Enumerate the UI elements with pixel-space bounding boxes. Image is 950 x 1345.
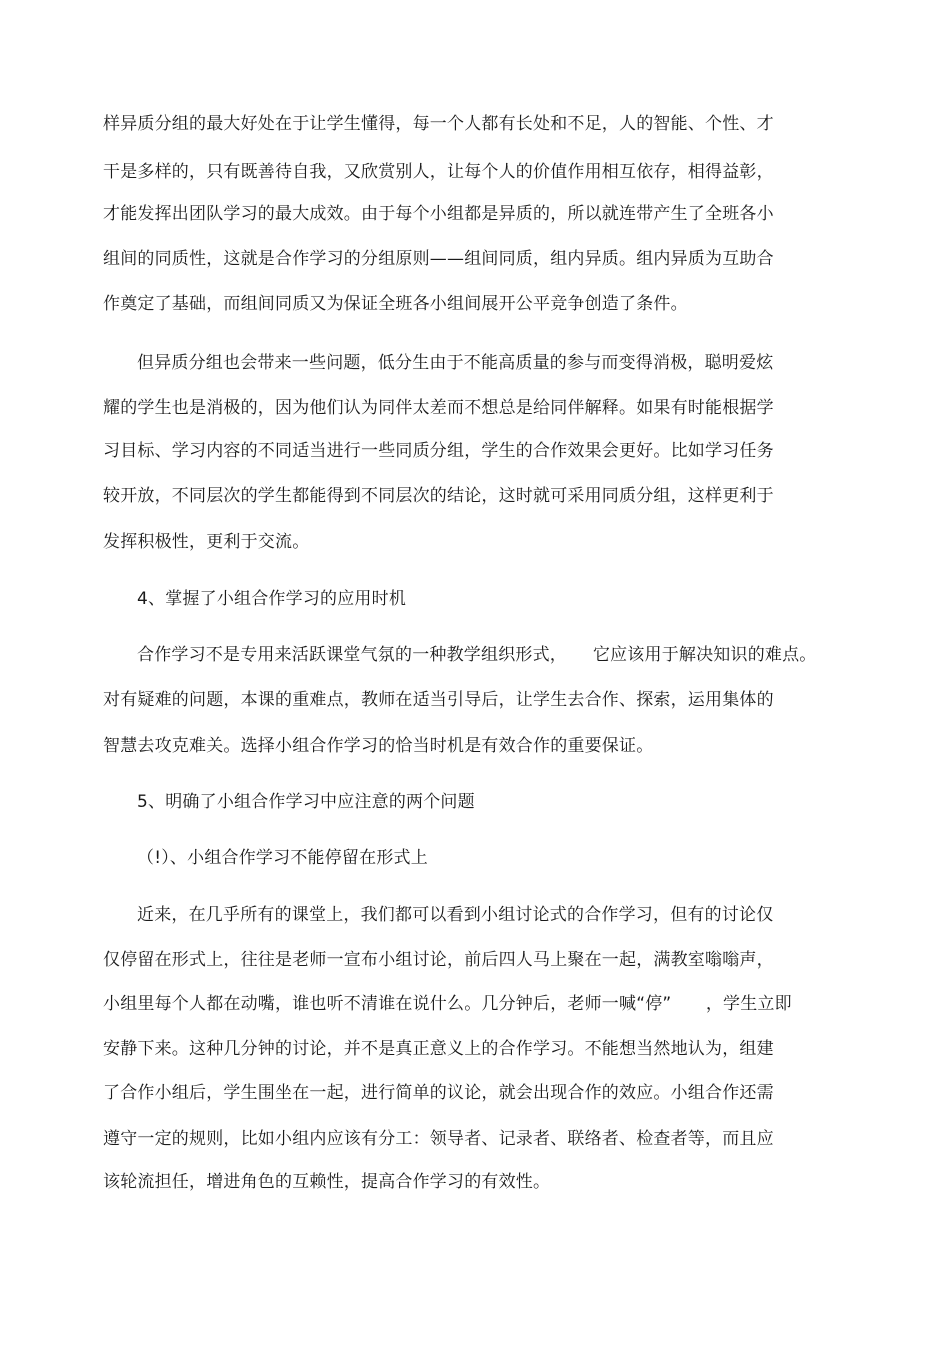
paragraph-1-line-4: 组间的同质性，这就是合作学习的分组原则——组间同质，组内异质。组内异质为互助合 <box>103 249 774 269</box>
paragraph-4-line-4: 安静下来。这种几分钟的讨论，并不是真正意义上的合作学习。不能想当然地认为，组建 <box>103 1039 774 1059</box>
paragraph-1-line-5: 作奠定了基础，而组间同质又为保证全班各小组间展开公平竞争创造了条件。 <box>103 294 688 314</box>
paragraph-4-line-7: 该轮流担任，增进角色的互赖性，提高合作学习的有效性。 <box>103 1172 551 1192</box>
paragraph-2-line-3: 习目标、学习内容的不同适当进行一些同质分组，学生的合作效果会更好。比如学习任务 <box>103 441 774 461</box>
paragraph-1-line-1: 样异质分组的最大好处在于让学生懂得，每一个人都有长处和不足，人的智能、个性、才 <box>103 114 774 134</box>
paragraph-1-line-2: 干是多样的，只有既善待自我，又欣赏别人，让每个人的价值作用相互依存，相得益彰， <box>103 162 774 182</box>
subsection-heading-1: （!）、小组合作学习不能停留在形式上 <box>137 848 428 868</box>
paragraph-4-line-3: 小组里每个人都在动嘴，谁也听不清谁在说什么。几分钟后，老师一喊“停” ，学生立即 <box>103 994 792 1014</box>
paragraph-3-line-3: 智慧去攻克难关。选择小组合作学习的恰当时机是有效合作的重要保证。 <box>103 736 654 756</box>
paragraph-3-line-2: 对有疑难的问题，本课的重难点，教师在适当引导后，让学生去合作、探索，运用集体的 <box>103 690 774 710</box>
paragraph-2-line-4: 较开放，不同层次的学生都能得到不同层次的结论，这时就可采用同质分组，这样更利于 <box>103 486 774 506</box>
paragraph-3-line-1: 合作学习不是专用来活跃课堂气氛的一种教学组织形式， 它应该用于解决知识的难点。 <box>137 645 817 665</box>
section-heading-5: 5、明确了小组合作学习中应注意的两个问题 <box>137 792 475 812</box>
section-heading-4: 4、掌握了小组合作学习的应用时机 <box>137 589 407 609</box>
paragraph-2-line-1: 但异质分组也会带来一些问题，低分生由于不能高质量的参与而变得消极，聪明爱炫 <box>137 353 774 373</box>
paragraph-4-line-2: 仅停留在形式上，往往是老师一宣布小组讨论，前后四人马上聚在一起，满教室嗡嗡声， <box>103 950 774 970</box>
paragraph-2-line-2: 耀的学生也是消极的，因为他们认为同伴太差而不想总是给同伴解释。如果有时能根据学 <box>103 398 774 418</box>
paragraph-4-line-5: 了合作小组后，学生围坐在一起，进行简单的议论，就会出现合作的效应。小组合作还需 <box>103 1083 774 1103</box>
paragraph-4-line-6: 遵守一定的规则，比如小组内应该有分工：领导者、记录者、联络者、检查者等，而且应 <box>103 1129 774 1149</box>
paragraph-4-line-1: 近来，在几乎所有的课堂上，我们都可以看到小组讨论式的合作学习，但有的讨论仅 <box>137 905 774 925</box>
paragraph-1-line-3: 才能发挥出团队学习的最大成效。由于每个小组都是异质的，所以就连带产生了全班各小 <box>103 204 774 224</box>
paragraph-2-line-5: 发挥积极性，更利于交流。 <box>103 532 310 552</box>
